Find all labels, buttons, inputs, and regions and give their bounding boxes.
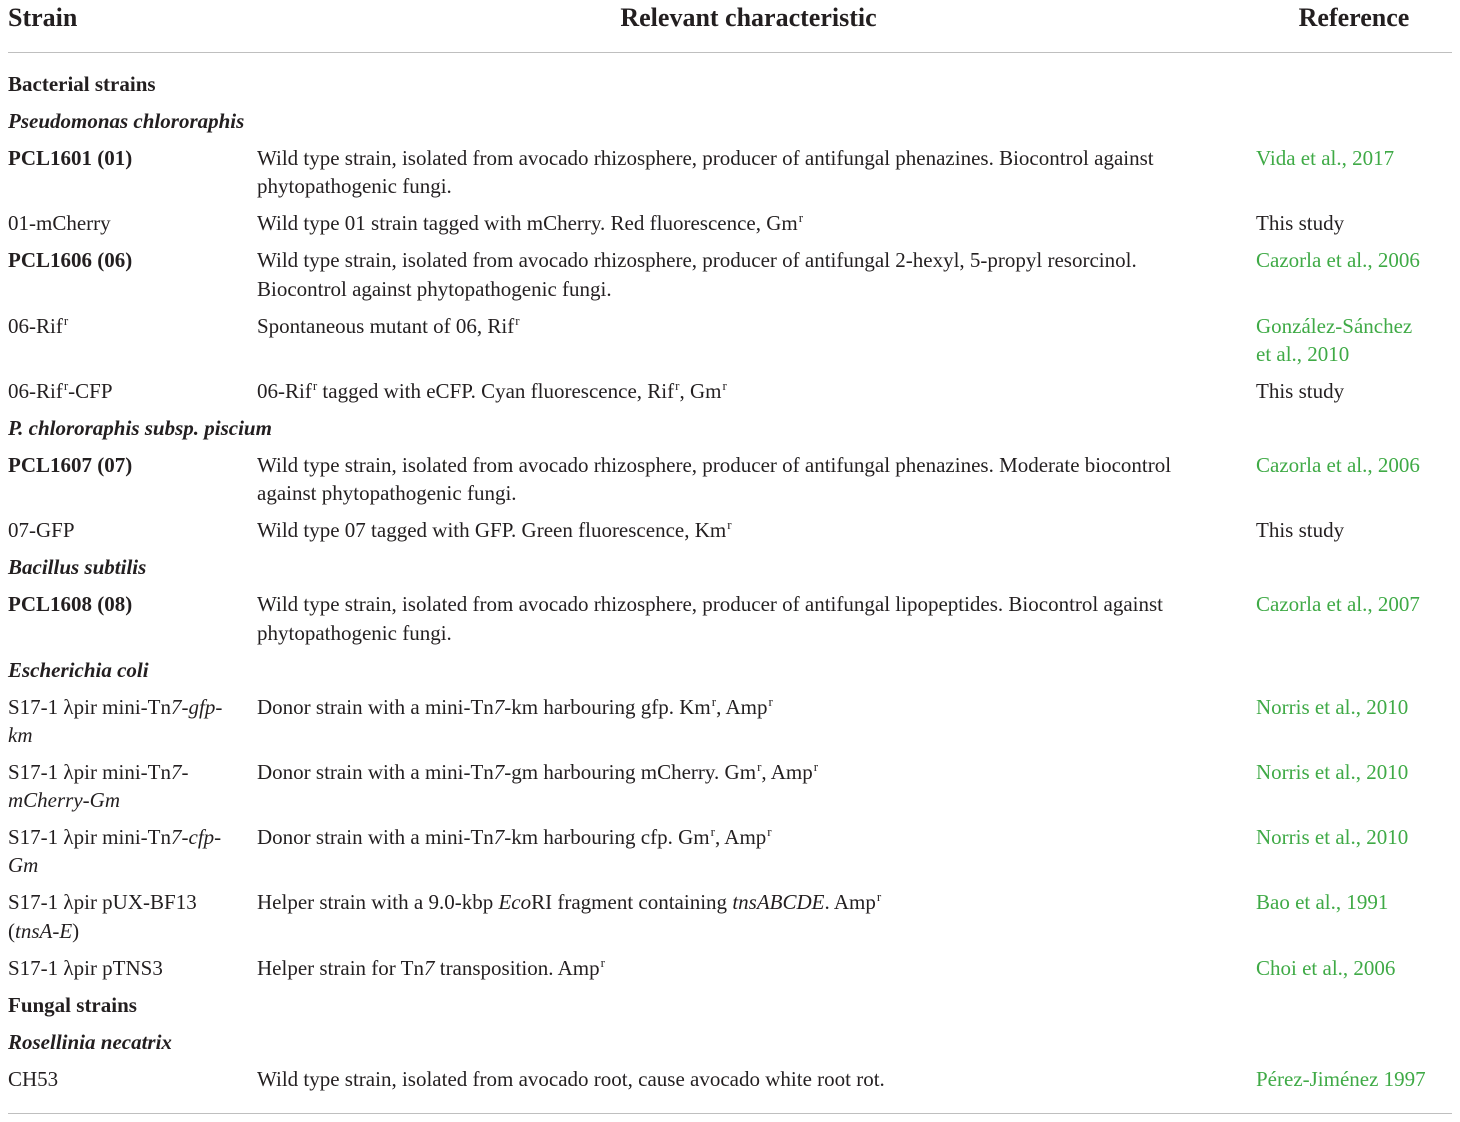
characteristic-cell (257, 377, 1256, 405)
species-heading: Bacillus subtilis (8, 555, 147, 580)
italic-text: gfp- (188, 694, 223, 719)
superscript: r (768, 693, 773, 709)
table-row (8, 205, 1452, 242)
cell-line (1256, 954, 1452, 982)
text-segment: phytopathogenic fungi. (257, 620, 452, 645)
cell-line (1256, 1065, 1452, 1093)
characteristic-cell (257, 590, 1256, 646)
cell-line (257, 590, 1256, 618)
cell-line (8, 758, 257, 786)
bold-text: PCL1601 (01) (8, 146, 133, 171)
table-row (8, 884, 1452, 949)
cell-line (1256, 144, 1452, 172)
text-segment: , Amp (716, 694, 768, 719)
text-segment: This study (1256, 518, 1345, 543)
cell-line (1256, 246, 1452, 274)
text-segment: RI fragment containing (531, 890, 733, 915)
cell-line (8, 451, 257, 479)
cell-line (1256, 758, 1452, 786)
italic-text: 7 (171, 694, 182, 719)
cell-line (8, 851, 257, 879)
section-heading: Bacterial strains (8, 71, 156, 96)
reference-link[interactable]: Norris et al., 2010 (1256, 694, 1409, 719)
header-strain: Strain (8, 3, 78, 32)
strain-cell (8, 209, 257, 237)
characteristic-cell (257, 693, 1256, 749)
superscript: r (722, 377, 727, 393)
table-bottom-rule (8, 1113, 1452, 1114)
table-row (8, 307, 1452, 372)
characteristic-cell (257, 144, 1256, 200)
cell-line (257, 451, 1256, 479)
characteristic-cell (257, 516, 1256, 544)
cell-line (257, 954, 1256, 982)
cell-line (8, 590, 257, 618)
bold-text: PCL1608 (08) (8, 592, 133, 617)
text-segment: S17-1 λpir mini-Tn (8, 825, 172, 850)
reference-link[interactable]: Cazorla et al., 2006 (1256, 248, 1420, 273)
section-heading-row (8, 66, 1452, 103)
text-segment: ) (72, 918, 80, 943)
cell-line (8, 693, 257, 721)
italic-text: 7 (493, 694, 505, 719)
reference-cell (1256, 516, 1452, 544)
cell-line (1256, 209, 1452, 237)
bold-text: PCL1607 (07) (8, 453, 133, 477)
cell-line (1256, 693, 1452, 721)
header-reference: Reference (1298, 3, 1410, 32)
strain-cell (8, 590, 257, 646)
table-row (8, 819, 1452, 884)
table-row (8, 754, 1452, 819)
characteristic-cell (257, 954, 1256, 982)
characteristic-cell (257, 451, 1256, 507)
characteristic-cell (257, 1065, 1256, 1093)
text-segment: - (181, 825, 189, 850)
italic-text: cfp- (188, 825, 222, 850)
reference-cell (1256, 144, 1452, 200)
strain-cell (8, 451, 257, 507)
text-segment: CH53 (8, 1066, 59, 1091)
text-segment: Wild type strain, isolated from avocado rhizosphere, producer of antifungal phenazines. Biocontrol against (257, 146, 1154, 171)
text-segment: Wild type strain, isolated from avocado root, cause avocado white root rot. (257, 1066, 885, 1091)
text-segment: 06-Rif (8, 378, 63, 403)
text-segment: phytopathogenic fungi. (257, 174, 452, 199)
reference-link[interactable]: Vida et al., 2017 (1256, 146, 1395, 171)
text-segment: S17-1 λpir mini-Tn (8, 694, 172, 719)
table-body (8, 66, 1452, 1098)
characteristic-cell (257, 312, 1256, 368)
characteristic-cell (257, 888, 1256, 944)
characteristic-cell (257, 823, 1256, 879)
text-segment: Donor strain with a mini-Tn (257, 759, 494, 784)
superscript: r (727, 517, 732, 533)
cell-line (1256, 451, 1452, 479)
italic-text: 7 (493, 759, 505, 784)
italic-text: Gm (8, 853, 39, 878)
reference-cell (1256, 1065, 1452, 1093)
text-segment: . Amp (824, 890, 876, 915)
text-segment: Spontaneous mutant of 06, Rif (257, 313, 515, 338)
reference-link[interactable]: Bao et al., 1991 (1256, 890, 1389, 915)
cell-line (8, 1065, 257, 1093)
italic-text: tnsABCDE (732, 890, 825, 915)
reference-link[interactable]: et al., 2010 (1256, 341, 1350, 366)
cell-line (8, 954, 257, 982)
text-segment: Helper strain for Tn (257, 955, 424, 980)
text-segment: Donor strain with a mini-Tn (257, 825, 494, 850)
species-heading-row (8, 651, 1452, 688)
cell-line (257, 479, 1256, 507)
reference-link[interactable]: Choi et al., 2006 (1256, 955, 1396, 980)
cell-line (8, 721, 257, 749)
reference-cell (1256, 590, 1452, 646)
section-heading-row (8, 986, 1452, 1023)
cell-line (1256, 888, 1452, 916)
superscript: r (767, 824, 772, 840)
cell-line (8, 786, 257, 814)
text-segment: transposition. Amp (434, 955, 600, 980)
table-row (8, 140, 1452, 205)
header-characteristic: Relevant characteristic (620, 3, 877, 32)
cell-line (257, 888, 1256, 916)
text-segment: 01-mCherry (8, 211, 111, 236)
species-heading-row (8, 103, 1452, 140)
cell-line (257, 209, 1256, 237)
table-row (8, 447, 1452, 512)
superscript: r (600, 954, 605, 970)
italic-text: km (8, 722, 33, 747)
reference-cell (1256, 209, 1452, 237)
section-heading: Fungal strains (8, 992, 137, 1017)
cell-line (257, 1065, 1256, 1093)
strain-cell (8, 888, 257, 944)
text-segment: Wild type strain, isolated from avocado rhizosphere, producer of antifungal phenazines. Moderate biocontrol (257, 453, 1172, 477)
superscript: r (63, 377, 69, 393)
cell-line (8, 917, 257, 945)
text-segment: S17-1 λpir pUX-BF13 (8, 890, 197, 915)
superscript: r (711, 693, 717, 709)
text-segment: Helper strain with a 9.0-kbp (257, 890, 499, 915)
reference-cell (1256, 377, 1452, 405)
text-segment: This study (1256, 211, 1345, 236)
species-heading: P. chlororaphis subsp. piscium (8, 415, 272, 440)
italic-text: tnsA-E (15, 918, 73, 943)
strain-cell (8, 246, 257, 302)
cell-line (257, 275, 1256, 303)
text-segment: , Amp (761, 759, 813, 784)
table-row (8, 372, 1452, 409)
reference-cell (1256, 451, 1452, 507)
table-header (0, 0, 1460, 36)
italic-text: 7 (493, 825, 505, 850)
cell-line (1256, 590, 1452, 618)
characteristic-cell (257, 758, 1256, 814)
cell-line (257, 377, 1256, 405)
text-segment: tagged with eCFP. Cyan fluorescence, Rif (317, 378, 675, 403)
text-segment: S17-1 λpir mini-Tn (8, 759, 172, 784)
reference-cell (1256, 823, 1452, 879)
species-heading: Rosellinia necatrix (8, 1029, 172, 1054)
reference-cell (1256, 312, 1452, 368)
text-segment: Wild type strain, isolated from avocado rhizosphere, producer of antifungal lipopeptides. Biocontrol against (257, 592, 1163, 617)
strain-cell (8, 954, 257, 982)
species-heading-row (8, 410, 1452, 447)
text-segment: Wild type 01 strain tagged with mCherry. Red fluorescence, Gm (257, 211, 798, 236)
text-segment: ( (8, 918, 15, 943)
table-row (8, 1060, 1452, 1097)
superscript: r (515, 312, 520, 328)
reference-link[interactable]: Pérez-Jiménez 1997 (1256, 1066, 1426, 1091)
cell-line (1256, 823, 1452, 851)
cell-line (257, 619, 1256, 647)
reference-cell (1256, 758, 1452, 814)
strain-cell (8, 312, 257, 368)
reference-link[interactable]: González-Sánchez (1256, 313, 1413, 338)
reference-link[interactable]: Cazorla et al., 2007 (1256, 592, 1420, 617)
table-row (8, 949, 1452, 986)
cell-line (257, 823, 1256, 851)
text-segment: - (181, 759, 189, 784)
species-heading-row (8, 1023, 1452, 1060)
text-segment: - (181, 694, 189, 719)
cell-line (8, 246, 257, 274)
text-segment: This study (1256, 378, 1345, 403)
cell-line (257, 758, 1256, 786)
text-segment: -gm harbouring mCherry. Gm (504, 759, 757, 784)
bold-text: PCL1606 (06) (8, 248, 133, 273)
strain-cell (8, 377, 257, 405)
superscript: r (876, 889, 882, 905)
text-segment: -km harbouring gfp. Km (504, 694, 711, 719)
characteristic-cell (257, 246, 1256, 302)
cell-line (1256, 377, 1452, 405)
cell-line (8, 823, 257, 851)
cell-line (257, 172, 1256, 200)
superscript: r (798, 210, 804, 226)
cell-line (257, 693, 1256, 721)
cell-line (8, 888, 257, 916)
text-segment: Donor strain with a mini-Tn (257, 694, 494, 719)
superscript: r (63, 312, 69, 328)
text-segment: , Amp (714, 825, 767, 850)
cell-line (1256, 312, 1452, 340)
text-segment: , Gm (679, 378, 722, 403)
text-segment: 07-GFP (8, 518, 75, 543)
text-segment: -km harbouring cfp. Gm (504, 825, 710, 850)
cell-line (8, 312, 257, 340)
reference-cell (1256, 888, 1452, 944)
reference-link[interactable]: Cazorla et al., 2006 (1256, 453, 1420, 477)
table-row (8, 586, 1452, 651)
reference-cell (1256, 246, 1452, 302)
italic-text: 7 (171, 825, 182, 850)
superscript: r (813, 758, 819, 774)
cell-line (8, 516, 257, 544)
italic-text: 7 (171, 759, 182, 784)
text-segment: Wild type strain, isolated from avocado rhizosphere, producer of antifungal 2-hexyl, 5-propyl resorcinol. (257, 248, 1137, 273)
text-segment: S17-1 λpir pTNS3 (8, 955, 163, 980)
cell-line (1256, 340, 1452, 368)
reference-cell (1256, 954, 1452, 982)
cell-line (8, 377, 257, 405)
reference-link[interactable]: Norris et al., 2010 (1256, 759, 1409, 784)
header-rule (8, 52, 1452, 53)
strain-cell (8, 758, 257, 814)
reference-cell (1256, 693, 1452, 749)
table-row (8, 242, 1452, 307)
italic-text: mCherry-Gm (8, 788, 120, 813)
strain-cell (8, 144, 257, 200)
strain-cell (8, 1065, 257, 1093)
cell-line (1256, 516, 1452, 544)
text-segment: Wild type 07 tagged with GFP. Green fluorescence, Km (257, 518, 727, 543)
cell-line (257, 312, 1256, 340)
cell-line (257, 246, 1256, 274)
superscript: r (675, 377, 680, 393)
cell-line (257, 144, 1256, 172)
text-segment: Biocontrol against phytopathogenic fungi. (257, 276, 612, 301)
text-segment: against phytopathogenic fungi. (257, 481, 517, 506)
text-segment: 06-Rif (8, 313, 63, 338)
cell-line (8, 209, 257, 237)
reference-link[interactable]: Norris et al., 2010 (1256, 825, 1409, 850)
cell-line (8, 144, 257, 172)
italic-text: Eco (498, 890, 532, 915)
strain-cell (8, 823, 257, 879)
species-heading: Escherichia coli (8, 657, 149, 682)
table-row (8, 688, 1452, 753)
table-row (8, 512, 1452, 549)
text-segment: 06-Rif (257, 378, 312, 403)
cell-line (257, 516, 1256, 544)
species-heading: Pseudomonas chlororaphis (8, 109, 245, 133)
italic-text: 7 (423, 955, 435, 980)
species-heading-row (8, 549, 1452, 586)
strain-cell (8, 516, 257, 544)
characteristic-cell (257, 209, 1256, 237)
superscript: r (757, 758, 762, 774)
superscript: r (312, 377, 318, 393)
strain-cell (8, 693, 257, 749)
text-segment: -CFP (68, 378, 113, 403)
superscript: r (710, 824, 715, 840)
